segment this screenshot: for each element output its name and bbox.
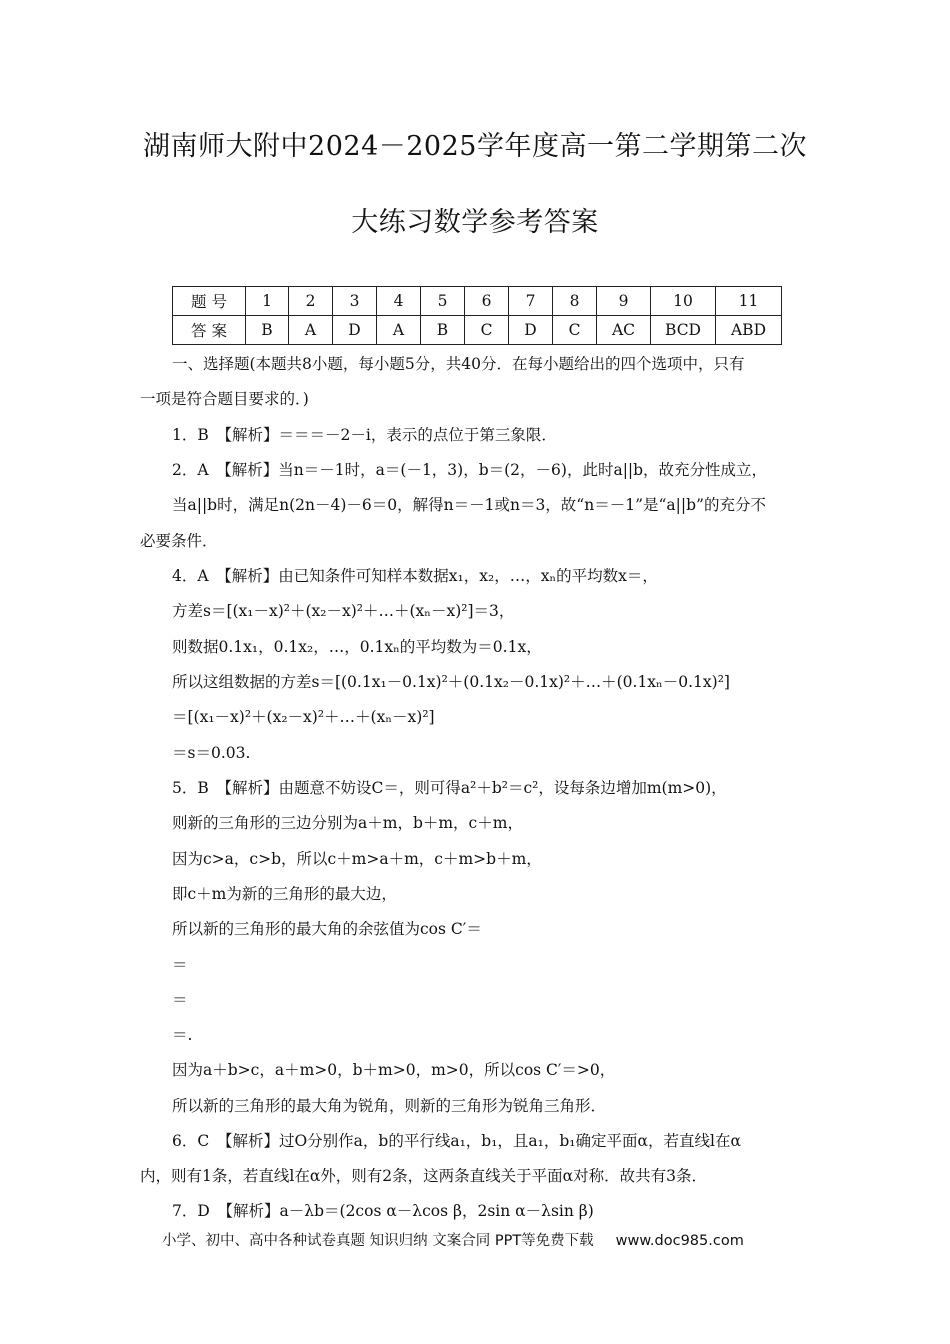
q5-solution-line2: 则新的三角形的三边分别为a＋m，b＋m，c＋m，: [172, 814, 523, 832]
table-cell-number: 8: [553, 287, 597, 316]
table-cell-number: 3: [333, 287, 377, 316]
q6-solution-line1: 6．C 【解析】过O分别作a，b的平行线a₁，b₁，且a₁，b₁确定平面α，若直线l在α: [172, 1132, 741, 1150]
q6-solution-line2: 内，则有1条，若直线l在α外，则有2条，这两条直线关于平面α对称．故共有3条．: [140, 1167, 707, 1185]
page-footer: [162, 1229, 744, 1250]
q2-solution-line3: 必要条件．: [140, 532, 218, 550]
table-cell-answer: A: [377, 316, 421, 345]
q2-solution-line2: 当a||b时，满足n(2n－4)－6＝0，解得n＝－1或n＝3，故“n＝－1”是“a||b”的充分不: [172, 496, 766, 514]
q4-solution-line1: 4．A 【解析】由已知条件可知样本数据x₁，x₂，…，xₙ的平均数x＝，: [172, 567, 658, 585]
q4-solution-line3: 则数据0.1x₁，0.1x₂，…，0.1xₙ的平均数为＝0.1x，: [172, 638, 542, 656]
q4-solution-line4: 所以这组数据的方差s＝[(0.1x₁－0.1x)²＋(0.1x₂－0.1x)²＋…＋(0.1xₙ－0.1x)²]: [172, 673, 730, 691]
table-cell-answer: A: [289, 316, 333, 345]
table-cell-answer: AC: [597, 316, 651, 345]
table-cell-number: 11: [716, 287, 782, 316]
q5-solution-line4: 即c＋m为新的三角形的最大边，: [172, 885, 397, 903]
q5-solution-line3: 因为c>a，c>b，所以c＋m>a＋m，c＋m>b＋m，: [172, 850, 542, 868]
table-cell-answer: B: [421, 316, 465, 345]
table-cell-number: 5: [421, 287, 465, 316]
footer-text: 小学、初中、高中各种试卷真题 知识归纳 文案合同 PPT等免费下载: [162, 1233, 594, 1249]
table-cell-number: 1: [246, 287, 289, 316]
answer-table: [172, 286, 782, 345]
table-header-label: 题 号: [173, 287, 246, 316]
q5-solution-line8: ＝.: [172, 1026, 193, 1044]
q4-solution-line6: ＝s＝0.03.: [172, 744, 251, 762]
footer-link[interactable]: www.doc985.com: [615, 1233, 744, 1249]
q5-solution-line10: 所以新的三角形的最大角为锐角，则新的三角形为锐角三角形．: [172, 1097, 607, 1115]
document-title-line1: 湖南师大附中2024－2025学年度高一第二学期第二次: [143, 131, 807, 162]
table-cell-number: 7: [509, 287, 553, 316]
document-title-line2: 大练习数学参考答案: [351, 207, 599, 238]
table-answer-label: 答 案: [173, 316, 246, 345]
q4-solution-line5: ＝[(x₁－x)²＋(x₂－x)²＋…＋(xₙ－x)²]: [172, 708, 435, 726]
table-cell-number: 9: [597, 287, 651, 316]
table-cell-number: 10: [651, 287, 716, 316]
table-cell-answer: ABD: [716, 316, 782, 345]
answer-table-header-row: [173, 287, 782, 316]
table-cell-number: 2: [289, 287, 333, 316]
q5-solution-line1: 5．B 【解析】由题意不妨设C＝，则可得a²＋b²＝c²，设每条边增加m(m>0)，: [172, 779, 727, 797]
q1-solution: 1．B 【解析】＝＝＝－2－i，表示的点位于第三象限．: [172, 426, 557, 444]
q5-solution-line6: ＝: [172, 956, 188, 974]
table-cell-answer: C: [553, 316, 597, 345]
section-heading-line2: 一项是符合题目要求的．): [140, 390, 309, 408]
table-cell-number: 6: [465, 287, 509, 316]
table-cell-number: 4: [377, 287, 421, 316]
q5-solution-line5: 所以新的三角形的最大角的余弦值为cos C′＝: [172, 920, 482, 938]
q7-solution: 7．D 【解析】a－λb＝(2cos α－λcos β，2sin α－λsin β): [172, 1202, 594, 1220]
table-cell-answer: C: [465, 316, 509, 345]
q5-solution-line9: 因为a＋b>c，a＋m>0，b＋m>0，m>0，所以cos C′＝>0，: [172, 1061, 616, 1079]
q4-solution-line2: 方差s＝[(x₁－x)²＋(x₂－x)²＋…＋(xₙ－x)²]＝3，: [172, 602, 515, 620]
table-cell-answer: BCD: [651, 316, 716, 345]
table-cell-answer: D: [509, 316, 553, 345]
section-heading-line1: 一、选择题(本题共8小题，每小题5分，共40分．在每小题给出的四个选项中，只有: [172, 355, 745, 373]
q5-solution-line7: ＝: [172, 991, 188, 1009]
answer-table-answer-row: [173, 316, 782, 345]
table-cell-answer: B: [246, 316, 289, 345]
table-cell-answer: D: [333, 316, 377, 345]
q2-solution-line1: 2．A 【解析】当n＝－1时，a＝(－1，3)，b＝(2，－6)，此时a||b，故充分性成立，: [172, 461, 768, 479]
